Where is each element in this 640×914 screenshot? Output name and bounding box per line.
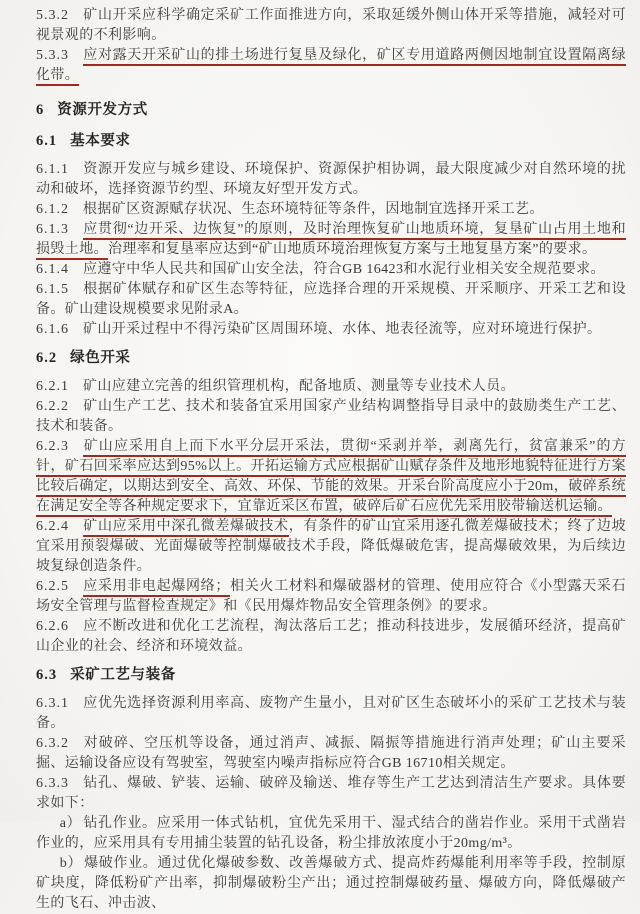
clause-number: 6.3.3 (36, 776, 69, 791)
clause-6.1.1 (36, 160, 626, 200)
clause-text: 矿山应建立完善的组织管理机构，配备地质、测量等专业技术人员。 (83, 379, 515, 394)
clause-number: 6.2.5 (36, 579, 69, 594)
list-item-a (36, 814, 626, 854)
clause-text: 矿山开采过程中不得污染矿区周围环境、水体、地表径流等，应对环境进行保护。 (83, 322, 602, 337)
clause-text-underlined: 应采用非电起爆网络； (83, 579, 230, 597)
clause-number: 6.1.4 (36, 262, 69, 277)
clause-text: 应优先选择资源利用率高、废物产生量小，且对矿区生态破坏小的采矿工艺技术与装备。 (36, 696, 626, 731)
heading-6 (36, 100, 626, 120)
clause-6.1.3 (36, 220, 626, 260)
clause-6.2.6 (36, 617, 626, 657)
clause-text-underlined: 矿山应采用自上而下水平分层开采法，贯彻“采剥并举，剥离先行，贫富兼采”的方针，矿石回采率应达到95%以上。开拓运输方式应根据矿山赋存条件及地形地貌特征进行方案比较后确定，以期达到安全、高效、环保、节能的效果。开采台阶高度应小于20m，破碎系统在满足安全等各种规定要求下，宜靠近采区布置，破碎后矿石应优先采用胶带输送机运输。 (36, 439, 626, 517)
clause-text: 对破碎、空压机等设备，通过消声、减振、隔振等措施进行消声处理；矿山主要采掘、运输设备应设有驾驶室，驾驶室内噪声指标应符合GB 16710相关规定。 (36, 736, 626, 771)
heading-number: 6.1 (36, 133, 58, 149)
heading-6.2 (36, 348, 626, 368)
clause-6.2.5 (36, 577, 626, 617)
clause-number: 6.1.6 (36, 322, 69, 337)
clause-5.3.3 (36, 46, 626, 86)
clause-6.1.5 (36, 280, 626, 320)
heading-title: 基本要求 (70, 133, 131, 149)
heading-number: 6.3 (36, 667, 58, 683)
clause-text: 应不断改进和优化工艺流程，淘汰落后工艺；推动科技进步，发展循环经济，提高矿山企业的社会、经济和环境效益。 (36, 619, 626, 654)
clause-6.3.1 (36, 694, 626, 734)
item-label: b） (59, 856, 83, 871)
heading-6.3 (36, 665, 626, 685)
clause-6.1.2 (36, 200, 626, 220)
clause-text-underlined: 矿山应采用中深孔微差爆破技术 (83, 519, 289, 537)
clause-number: 6.2.1 (36, 379, 69, 394)
clause-number: 6.1.2 (36, 202, 69, 217)
clause-number: 6.1.5 (36, 282, 69, 297)
clause-number: 6.1.1 (36, 162, 69, 177)
clause-text: 相关火工材料和爆破器材的管理、使用应符合《小型露天采石场安全管理与监督检查规定》和《民用爆炸物品安全管理条例》的要求。 (36, 579, 626, 614)
clause-text: 根据矿体赋存和矿区生态等特征，应选择合理的开采规模、开采顺序、开采工艺和设备。矿山建设规模要求见附录A。 (36, 282, 626, 317)
clause-5.3.2 (36, 6, 626, 46)
item-label: a） (59, 816, 82, 831)
clause-6.2.4 (36, 517, 626, 577)
clause-text: 矿山生产工艺、技术和装备宜采用国家产业结构调整指导目录中的鼓励类生产工艺、技术和装备。 (36, 399, 626, 434)
clause-number: 6.1.3 (36, 222, 69, 237)
heading-number: 6 (36, 102, 45, 118)
clause-text: 治理率和复垦率应达到“矿山地质环境治理恢复方案与土地复垦方案”的要求。 (108, 242, 597, 257)
heading-title: 绿色开采 (70, 350, 131, 366)
clause-number: 6.3.2 (36, 736, 69, 751)
clause-text: 应遵守中华人民共和国矿山安全法，符合GB 16423和水泥行业相关安全规范要求。 (83, 262, 605, 277)
item-text: 钻孔作业。应采用一体式钻机，宜优先采用干、湿式结合的凿岩作业。采用干式凿岩作业的，应采用具有专用捕尘装置的钻孔设备，粉尘排放浓度小于20mg/m³。 (36, 816, 626, 851)
clause-text: ，有条件的矿山宜采用逐孔微差爆破技术；终了边坡宜采用预裂爆破、光面爆破等控制爆破技术手段，降低爆破危害，提高爆破效果，为后续边坡复绿创造条件。 (36, 519, 626, 574)
heading-6.1 (36, 131, 626, 151)
heading-title: 采矿工艺与装备 (70, 667, 176, 683)
clause-number: 5.3.2 (36, 8, 69, 23)
clause-6.3.2 (36, 734, 626, 774)
clause-number: 6.2.4 (36, 519, 69, 534)
clause-text: 钻孔、爆破、铲装、运输、破碎及输送、堆存等生产工艺达到清洁生产要求。具体要求如下： (36, 776, 626, 811)
clause-6.1.4 (36, 260, 626, 280)
clause-number: 6.3.1 (36, 696, 69, 711)
heading-title: 资源开发方式 (57, 102, 148, 118)
clause-6.1.6 (36, 320, 626, 340)
clause-number: 6.2.6 (36, 619, 69, 634)
clause-text-underlined: 应贯彻“边开采、边恢复”的原则，及时治理恢复矿山地质环境，复垦矿山占用土地和损毁土地。 (36, 222, 626, 260)
clause-text: 矿山开采应科学确定采矿工作面推进方向，采取延缓外侧山体开采等措施，减轻对可视景观的不利影响。 (36, 8, 626, 43)
heading-number: 6.2 (36, 350, 58, 366)
clause-number: 5.3.3 (36, 48, 69, 63)
clause-number: 6.2.3 (36, 439, 69, 454)
item-text: 爆破作业。通过优化爆破参数、改善爆破方式、提高炸药爆能利用率等手段，控制原矿块度，降低粉矿产出率，抑制爆破粉尘产出；通过控制爆破药量、爆破方向，降低爆破产生的飞石、冲击波、 (36, 856, 626, 911)
clause-text: 资源开发应与城乡建设、环境保护、资源保护相协调，最大限度减少对自然环境的扰动和破坏，选择资源节约型、环境友好型开发方式。 (36, 162, 626, 197)
clause-6.2.3 (36, 437, 626, 517)
clause-6.2.2 (36, 397, 626, 437)
document-body (36, 6, 626, 914)
clause-text: 根据矿区资源赋存状况、生态环境特征等条件，因地制宜选择开采工艺。 (83, 202, 544, 217)
clause-text-underlined: 应对露天开采矿山的排土场进行复垦及绿化，矿区专用道路两侧因地制宜设置隔离绿化带。 (36, 48, 626, 86)
clause-number: 6.2.2 (36, 399, 69, 414)
clause-6.3.3 (36, 774, 626, 814)
clause-6.2.1 (36, 377, 626, 397)
list-item-b (36, 854, 626, 914)
